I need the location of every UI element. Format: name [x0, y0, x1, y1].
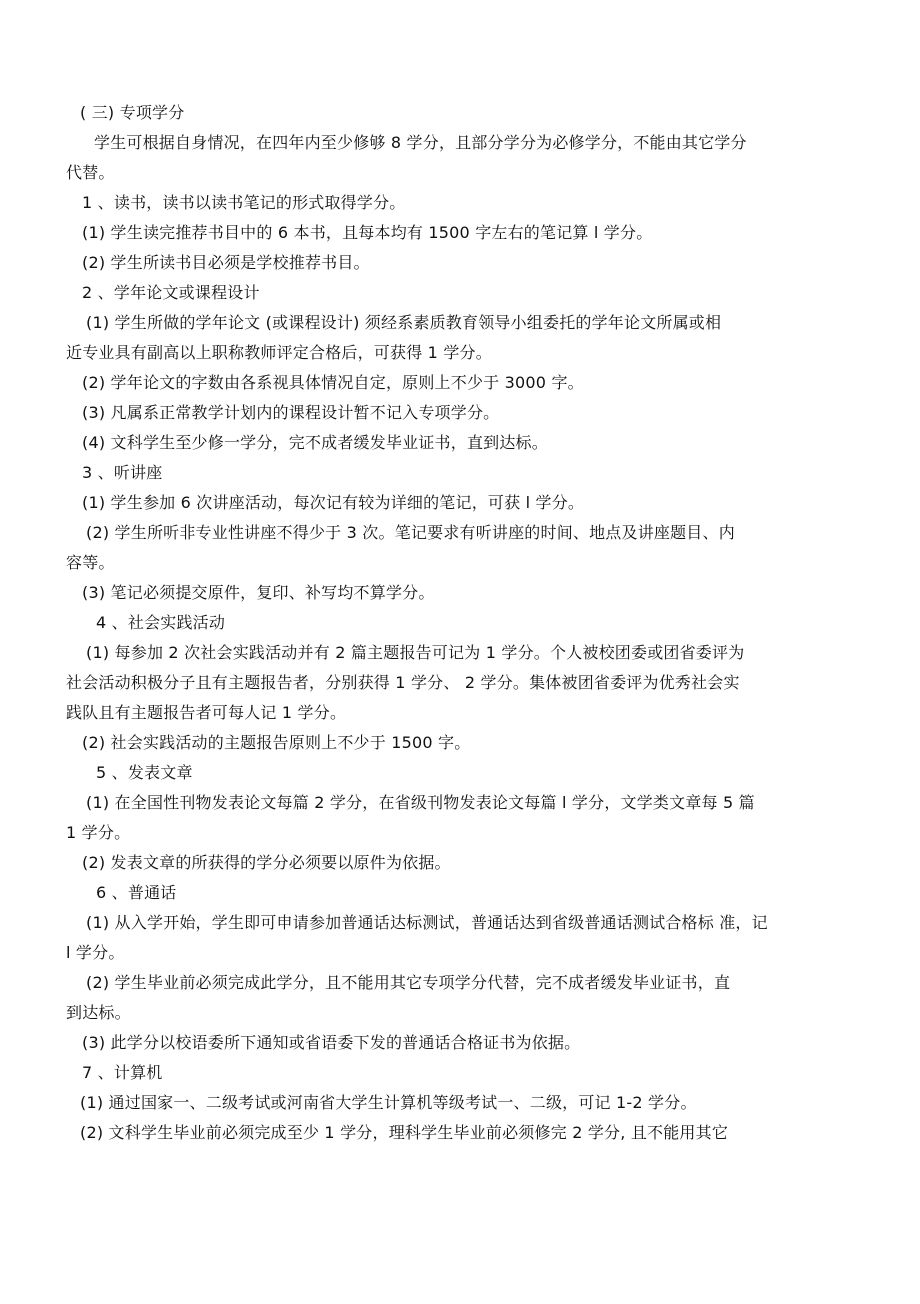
list-item-continuation: 践队且有主题报告者可每人记 1 学分。 [66, 703, 347, 722]
list-item-continuation: 近专业具有副高以上职称教师评定合格后，可获得 1 学分。 [66, 343, 492, 362]
subsection-heading: 4 、社会实践活动 [96, 613, 226, 632]
list-item: (3) 此学分以校语委所下通知或省语委下发的普通话合格证书为依据。 [82, 1033, 581, 1052]
paragraph-line: 学生可根据自身情况，在四年内至少修够 8 学分，且部分学分为必修学分，不能由其它学分 [94, 133, 747, 152]
paragraph-line: 代替。 [66, 163, 115, 182]
list-item: (2) 学生所听非专业性讲座不得少于 3 次。笔记要求有听讲座的时间、地点及讲座题目、内 [86, 523, 735, 542]
list-item: (2) 文科学生毕业前必须完成至少 1 学分，理科学生毕业前必须修完 2 学分, 且不能用其它 [80, 1123, 729, 1142]
subsection-heading: 3 、听讲座 [82, 463, 163, 482]
list-item: (1) 在全国性刊物发表论文每篇 2 学分，在省级刊物发表论文每篇 l 学分，文学类文章每 5 篇 [86, 793, 755, 812]
list-item: (4) 文科学生至少修一学分，完不成者缓发毕业证书，直到达标。 [82, 433, 548, 452]
list-item: (1) 从入学开始，学生即可申请参加普通话达标测试，普通话达到省级普通话测试合格标 准，记 [86, 913, 768, 932]
list-item: (2) 学生毕业前必须完成此学分，且不能用其它专项学分代替，完不成者缓发毕业证书，直 [86, 973, 731, 992]
list-item-continuation: 容等。 [66, 553, 115, 572]
list-item: (3) 笔记必须提交原件，复印、补写均不算学分。 [82, 583, 435, 602]
subsection-heading: 5 、发表文章 [96, 763, 193, 782]
list-item: (3) 凡属系正常教学计划内的课程设计暂不记入专项学分。 [82, 403, 500, 422]
list-item-continuation: l 学分。 [66, 943, 125, 962]
list-item: (2) 发表文章的所获得的学分必须要以原件为依据。 [82, 853, 451, 872]
list-item: (1) 通过国家一、二级考试或河南省大学生计算机等级考试一、二级，可记 1-2 学分。 [80, 1093, 697, 1112]
list-item: (2) 学生所读书目必须是学校推荐书目。 [82, 253, 370, 272]
list-item-continuation: 1 学分。 [66, 823, 131, 842]
subsection-heading: 7 、计算机 [82, 1063, 163, 1082]
list-item: (1) 学生读完推荐书目中的 6 本书，且每本均有 1500 字左右的笔记算 l 学分。 [82, 223, 653, 242]
subsection-heading: 1 、读书，读书以读书笔记的形式取得学分。 [82, 193, 406, 212]
list-item-continuation: 到达标。 [66, 1003, 131, 1022]
section-heading: ( 三) 专项学分 [80, 103, 185, 122]
list-item: (2) 社会实践活动的主题报告原则上不少于 1500 字。 [82, 733, 471, 752]
subsection-heading: 6 、普通话 [96, 883, 177, 902]
list-item: (1) 学生所做的学年论文 (或课程设计) 须经系素质教育领导小组委托的学年论文所属或相 [86, 313, 722, 332]
subsection-heading: 2 、学年论文或课程设计 [82, 283, 260, 302]
list-item: (1) 学生参加 6 次讲座活动，每次记有较为详细的笔记，可获 l 学分。 [82, 493, 585, 512]
list-item-continuation: 社会活动积极分子且有主题报告者，分别获得 1 学分、 2 学分。集体被团省委评为优秀社会实 [66, 673, 740, 692]
list-item: (2) 学年论文的字数由各系视具体情况自定，原则上不少于 3000 字。 [82, 373, 584, 392]
list-item: (1) 每参加 2 次社会实践活动并有 2 篇主题报告可记为 1 学分。个人被校团委或团省委评为 [86, 643, 745, 662]
